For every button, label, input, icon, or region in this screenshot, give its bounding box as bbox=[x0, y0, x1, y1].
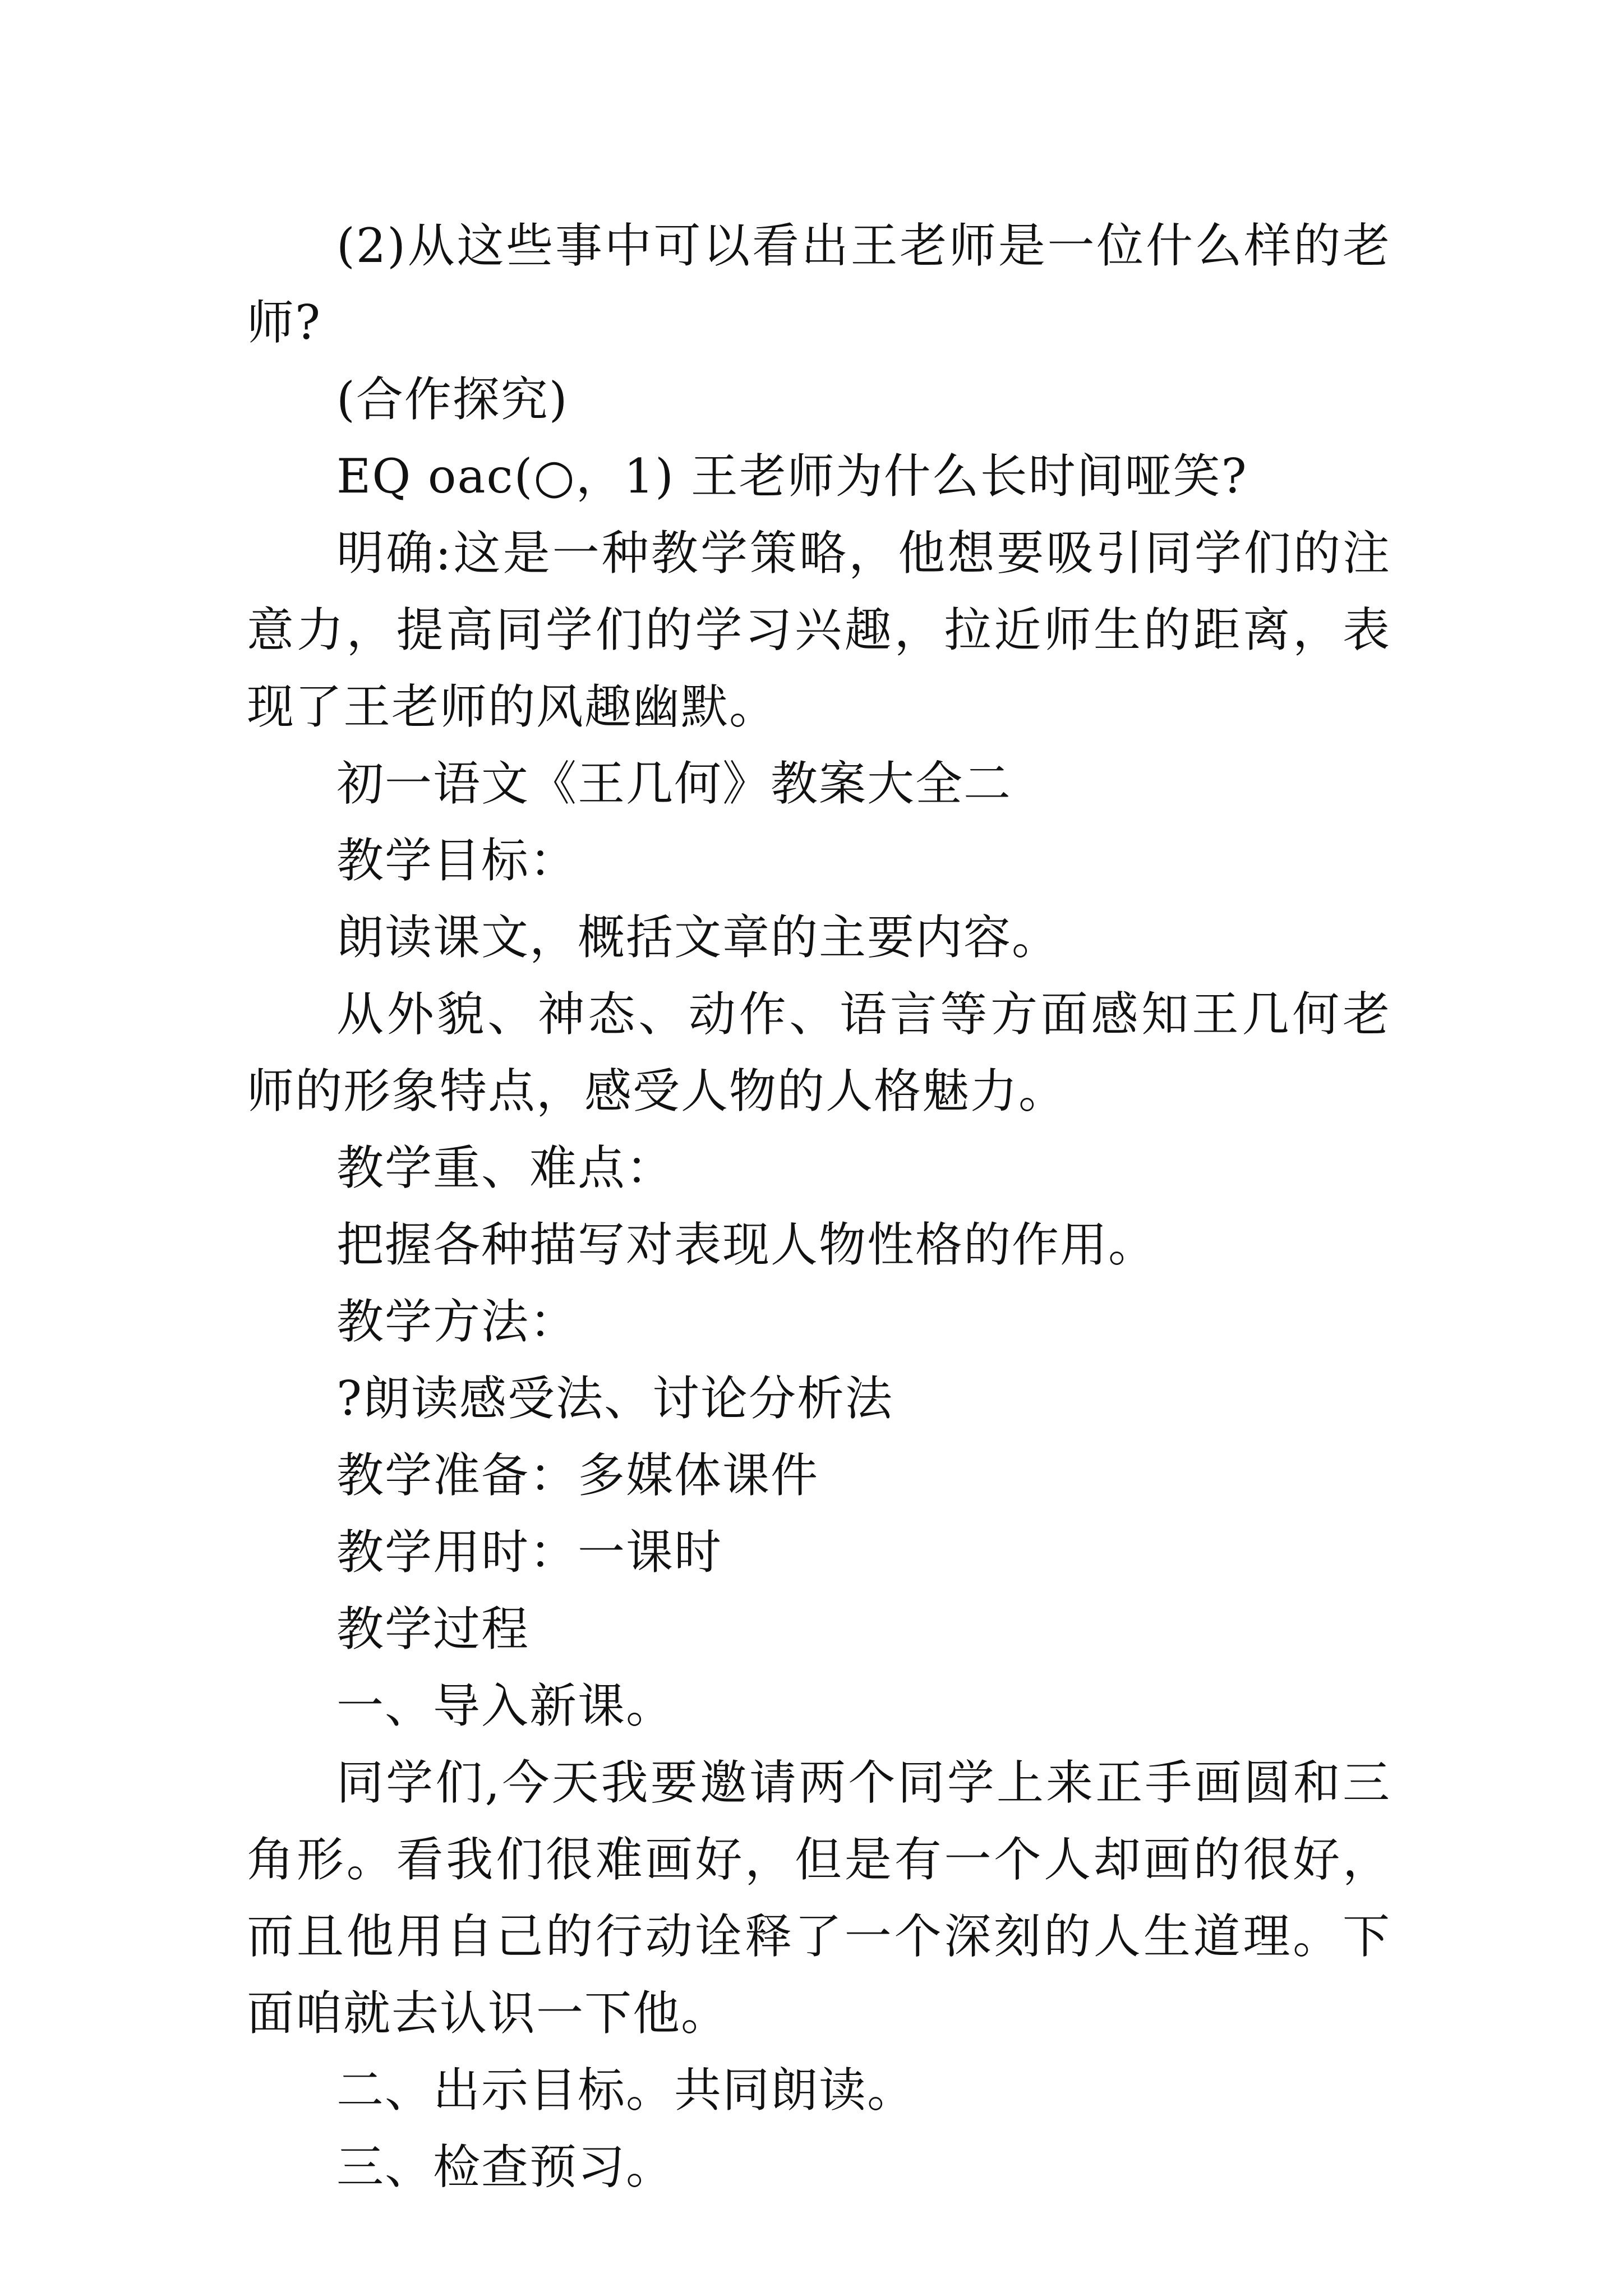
teaching-methods-item: ?朗读感受法、讨论分析法 bbox=[336, 1371, 894, 1426]
paragraph-cooperative-inquiry: (合作探究) bbox=[336, 372, 569, 427]
section-title-lesson-plan-2: 初一语文《王几何》教案大全二 bbox=[336, 756, 1012, 811]
teaching-time: 教学用时：一课时 bbox=[336, 1525, 723, 1580]
goal-item-2: 从外貌、神态、动作、语言等方面感知王几何老师的形象特点，感受人物的人格魅力。 bbox=[247, 987, 1391, 1119]
step-1-introduction: 一、导入新课。 bbox=[336, 1678, 675, 1733]
heading-teaching-goals: 教学目标： bbox=[336, 833, 578, 888]
document-body bbox=[247, 208, 1391, 2206]
paragraph-clarification: 明确:这是一种教学策略，他想要吸引同学们的注意力，提高同学们的学习兴趣，拉近师生的距离，表现了王老师的风趣幽默。 bbox=[247, 526, 1391, 734]
heading-key-difficult-points: 教学重、难点： bbox=[336, 1140, 675, 1195]
teaching-preparation: 教学准备：多媒体课件 bbox=[336, 1448, 819, 1503]
goal-item-1: 朗读课文，概括文章的主要内容。 bbox=[336, 910, 1061, 965]
paragraph-question-1: EQ oac(○，1) 王老师为什么长时间哑笑? bbox=[336, 449, 1248, 504]
heading-teaching-process: 教学过程 bbox=[336, 1602, 530, 1657]
step-3-preview-check: 三、检查预习。 bbox=[336, 2139, 675, 2194]
heading-teaching-methods: 教学方法： bbox=[336, 1294, 578, 1349]
key-point-item: 把握各种描写对表现人物性格的作用。 bbox=[336, 1217, 1157, 1272]
paragraph-question-2: (2)从这些事中可以看出王老师是一位什么样的老师? bbox=[247, 218, 1391, 350]
step-2-goals: 二、出示目标。共同朗读。 bbox=[336, 2063, 916, 2118]
introduction-text: 同学们,今天我要邀请两个同学上来正手画圆和三角形。看我们很难画好，但是有一个人却画的很好，而且他用自己的行动诠释了一个深刻的人生道理。下面咱就去认识一下他。 bbox=[247, 1755, 1391, 2041]
